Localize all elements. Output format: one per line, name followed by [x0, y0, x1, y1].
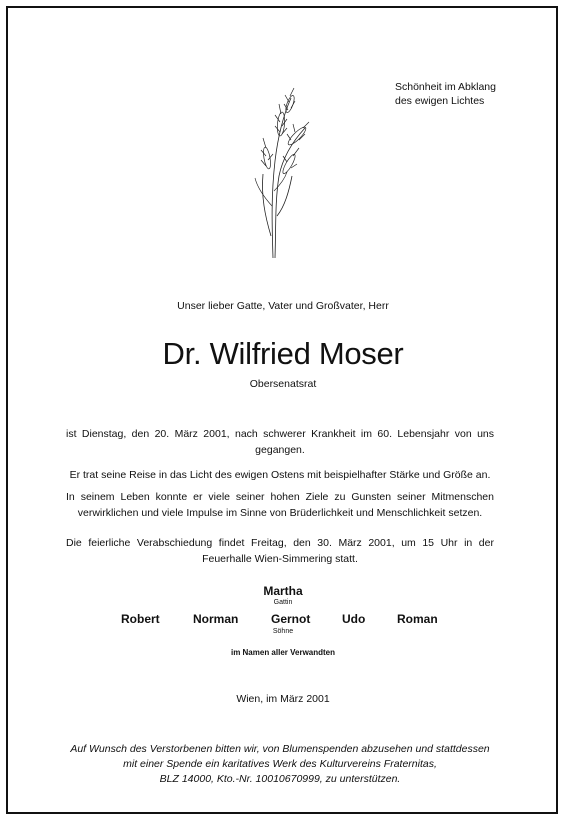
deceased-name: Dr. Wilfried Moser	[162, 336, 404, 371]
son-name: Udo	[342, 612, 366, 626]
epigraph-line-1: Schönheit im Abklang	[395, 81, 496, 93]
son-name: Roman	[397, 612, 438, 626]
relatives-line: im Namen aller Verwandten	[230, 648, 336, 657]
son-name: Norman	[193, 612, 239, 626]
donation-line-1: Auf Wunsch des Verstorbenen bitten wir, von Blumenspenden abzusehen und stattdessen	[70, 743, 490, 755]
wheat-stalks-icon	[245, 86, 315, 263]
son-name: Gernot	[271, 612, 311, 626]
intro-line: Unser lieber Gatte, Vater und Großvater, Herr	[177, 300, 389, 312]
epigraph-line-2: des ewigen Lichtes	[395, 95, 485, 107]
deceased-title: Obersenatsrat	[249, 378, 317, 390]
sons-role: Söhne	[272, 628, 294, 635]
announcement-paragraph: ist Dienstag, den 20. März 2001, nach schwerer Krankheit im 60. Lebensjahr von uns gegangen.	[66, 428, 494, 456]
wife-role: Gattin	[273, 599, 293, 606]
wife-name: Martha	[263, 584, 303, 598]
donation-request	[66, 742, 494, 787]
epigraph	[395, 80, 496, 108]
place-date: Wien, im März 2001	[236, 693, 330, 705]
life-paragraph: In seinem Leben konnte er viele seiner hohen Ziele zu Gunsten seiner Mitmenschen verwirklichen und viele Impulse im Sinne von Brüderlichkeit und Menschlichkeit setzen.	[66, 491, 494, 519]
farewell-paragraph: Die feierliche Verabschiedung findet Freitag, den 30. März 2001, um 15 Uhr in der Feuerhalle Wien-Simmering statt.	[66, 537, 494, 565]
journey-paragraph: Er trat seine Reise in das Licht des ewigen Ostens mit beispielhafter Stärke und Größe an.	[69, 469, 491, 481]
donation-line-2: mit einer Spende ein karitatives Werk des Kulturvereins Fraternitas,	[123, 758, 437, 770]
donation-line-3: BLZ 14000, Kto.-Nr. 10010670999, zu unterstützen.	[159, 773, 401, 785]
son-name: Robert	[121, 612, 160, 626]
